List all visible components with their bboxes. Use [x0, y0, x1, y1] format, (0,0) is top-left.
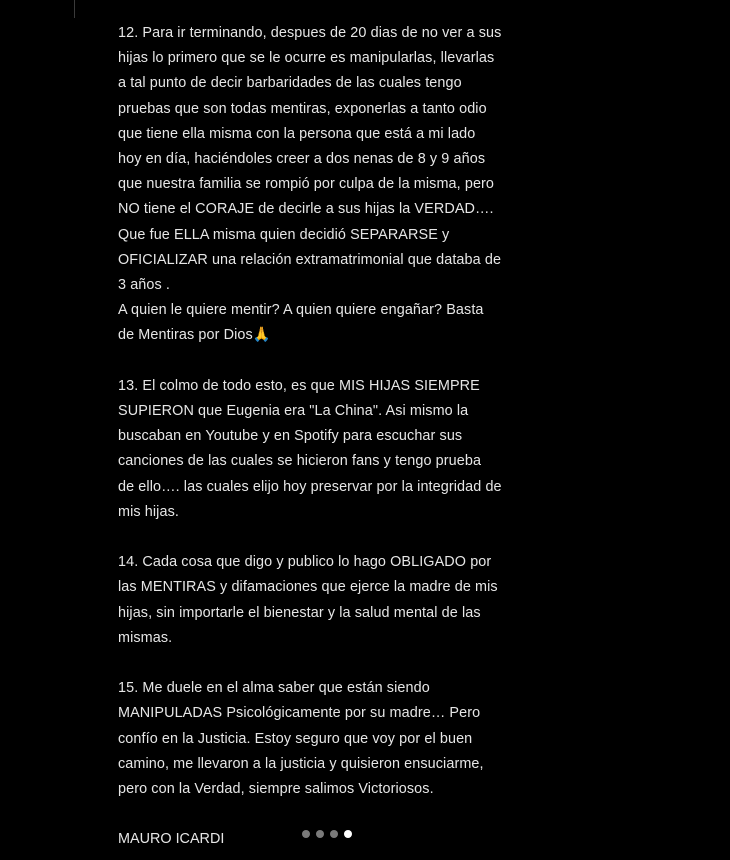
page-indicator[interactable]	[302, 830, 352, 838]
paragraph-13: 13. El colmo de todo esto, es que MIS HIJAS SIEMPRE SUPIERON que Eugenia era "La China". Asi mismo la buscaban en Youtube y en Spotify para escuchar sus canciones de las cuales se hicieron fans y tengo prueba de ello…. las cuales elijo hoy preservar por la integridad de mis hijas.	[118, 377, 502, 520]
page-dot[interactable]	[316, 830, 324, 838]
paragraph-14: 14. Cada cosa que digo y publico lo hago OBLIGADO por las MENTIRAS y difamaciones que ejerce la madre de mis hijas, sin importarle el bienestar y la salud mental de las mismas.	[118, 554, 498, 646]
signature: MAURO ICARDI	[118, 831, 225, 847]
paragraph-12: 12. Para ir terminando, despues de 20 dias de no ver a sus hijas lo primero que se le ocurre es manipularlas, llevarlas a tal punto de decir barbaridades de las cuales tengo pruebas que son todas mentiras, exponerlas a tanto odio que tiene ella misma con la persona que está a mi lado hoy en día, haciéndoles creer a dos nenas de 8 y 9 años que nuestra familia se rompió por culpa de la misma, pero NO tiene el CORAJE de decirle a sus hijas la VERDAD…. Que fue ELLA misma quien decidió SEPARARSE y OFICIALIZAR una relación extramatrimonial que databa de 3 años . A quien le quiere mentir? A quien quiere engañar? Basta de Mentiras por Dios🙏	[118, 25, 502, 344]
page-dot[interactable]	[302, 830, 310, 838]
page-dot[interactable]	[330, 830, 338, 838]
top-divider	[74, 0, 75, 18]
story-text	[118, 21, 548, 827]
paragraph-15: 15. Me duele en el alma saber que están siendo MANIPULADAS Psicológicamente por su madre… Pero confío en la Justicia. Estoy seguro que voy por el buen camino, me llevaron a la justicia y quisieron ensuciarme, pero con la Verdad, siempre salimos Victoriosos.	[118, 680, 484, 798]
page-dot-active[interactable]	[344, 830, 352, 838]
